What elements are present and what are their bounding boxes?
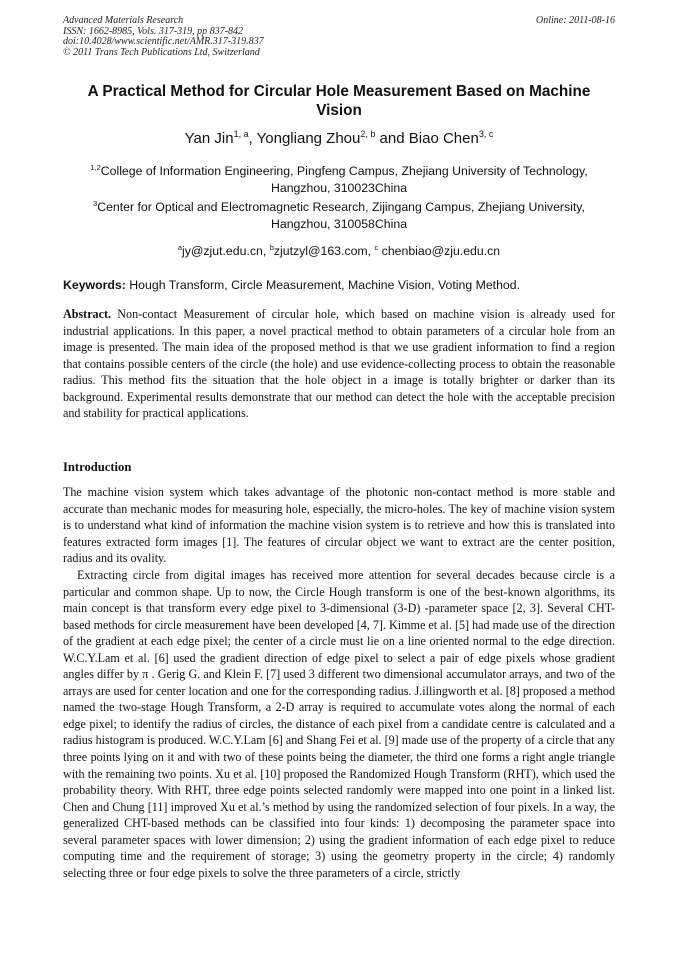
email-address[interactable]: jy@zjut.edu.cn, (182, 244, 270, 258)
email-superscript: c (374, 242, 379, 252)
email-superscript: b (269, 242, 274, 252)
paper-title: A Practical Method for Circular Hole Measurement Based on Machine Vision (87, 83, 591, 119)
author-name: Biao Chen (408, 130, 479, 147)
keywords-label: Keywords: (63, 278, 126, 292)
affiliation-text: College of Information Engineering, Pingfeng Campus, Zhejiang University of Technology, Hangzhou, 310023China (100, 164, 588, 195)
author-list (63, 130, 615, 148)
copyright-line: © 2011 Trans Tech Publications Ltd, Switzerland (63, 46, 260, 58)
body-paragraph: The machine vision system which takes advantage of the photonic non-contact method is more stable and accurate than mechanic modes for measuring hole, especially, the micro-holes. The key of machine vision system is to understand what kind of information the machine vision system is to retrieve and how this is translated into features extracted form images [1]. The features of circular object we want to extract are the center position, radius and its ovality. (63, 485, 615, 566)
affiliation (63, 163, 615, 197)
section-heading-introduction: Introduction (63, 460, 132, 474)
author-name: Yan Jin (184, 130, 234, 147)
email-superscript: a (177, 242, 183, 252)
author-superscript: 1, a (233, 129, 249, 139)
journal-name: Advanced Materials Research (63, 15, 184, 26)
author-name: Yongliang Zhou (256, 130, 361, 147)
keywords (63, 277, 615, 294)
abstract-label: Abstract. (63, 307, 112, 321)
affiliation-text: Center for Optical and Electromagnetic Research, Zijingang Campus, Zhejiang University, Hangzhou, 310058China (97, 200, 585, 231)
abstract-text: Non-contact Measurement of circular hole, which based on machine vision is already used for industrial applications. In this paper, a novel practical method to obtain parameters of a circular hole from an image is presented. The main idea of the proposed method is that we use gradient information to find a region that contains possible centers of the circle (the hole) and use evidence-collecting process to obtain the reasonable radius. This method fits the situation that the hole object in a image is totally brighter or darker than its background. Experimental results demonstrate that our method can detect the hole with the acceptable precision and stability for practical applications. (63, 307, 615, 421)
author-separator: , (248, 130, 257, 147)
affiliation-superscript: 1,2 (90, 162, 101, 172)
journal-header (63, 16, 615, 58)
author-superscript: 3, c (478, 129, 494, 139)
keywords-text: Hough Transform, Circle Measurement, Machine Vision, Voting Method. (125, 278, 521, 292)
abstract (63, 306, 615, 422)
author-separator: and (375, 130, 409, 147)
affiliation-superscript: 3 (93, 198, 98, 208)
affiliation (63, 199, 615, 233)
online-date: Online: 2011-08-16 (536, 15, 615, 26)
author-superscript: 2, b (360, 129, 376, 139)
issn-line: ISSN: 1662-8985, Vols. 317-319, pp 837-842 (63, 25, 243, 37)
email-address[interactable]: chenbiao@zju.edu.cn (378, 244, 501, 258)
doi-line[interactable]: doi:10.4028/www.scientific.net/AMR.317-319.837 (63, 36, 264, 47)
body-paragraph: Extracting circle from digital images has received more attention for several decades because circle is a particular and common shape. Up to now, the Circle Hough transform is one of the best-known algorithms, its main concept is that transform every edge pixel to 3-dimensional (3-D) -parameter space [2, 3]. Several CHT-based methods for circle measurement have been developed [4, 7]. Kimme et al. [5] had made use of the direction of the gradient at each edge pixel; the center of a circle must lie on a line oriented normal to the edge direction. W.C.Y.Lam et al. [6] used the gradient direction of edge pixel to select a pair of edge pixels whose gradient angles differ by π . Gerig G. and Klein F. [7] used 3 different two dimensional accumulator arrays, and two of the arrays are used for center location and one for the corresponding radius. J.illingworth et al. [8] proposed a method named the two-stage Hough Transform, a 2-D array is required to accumulate votes along the normal of each edge pixel; to identify the radius of circles, the distance of each pixel from a candidate centre is calculated and a radius histogram is produced. W.C.Y.Lam [6] and Shang Fei et al. [9] made use of the property of a circle that any three points lying on it and with two of these points being the diameter, the third one forms a right angle triangle with the remaining two points. Xu et al. [10] proposed the Randomized Hough Transform (RHT), which used the probability theory. With RHT, three edge points selected randomly were mapped into one point in a linked list. Chen and Chung [11] improved Xu et al.’s method by using the randomized selection of four pixels. In a way, the generalized CHT-based methods can be classified into four kinds: 1) decomposing the parameter space into several parameter spaces with lower dimension; 2) using the gradient information of each edge pixel to reduce computing time and the requirement of storage; 3) using the geometry property in the circle; 4) randomly selecting three or four edge pixels to solve the three parameters of a circle, strictly (63, 568, 615, 880)
email-address[interactable]: zjutzyl@163.com, (273, 244, 375, 258)
email-list (63, 243, 615, 260)
